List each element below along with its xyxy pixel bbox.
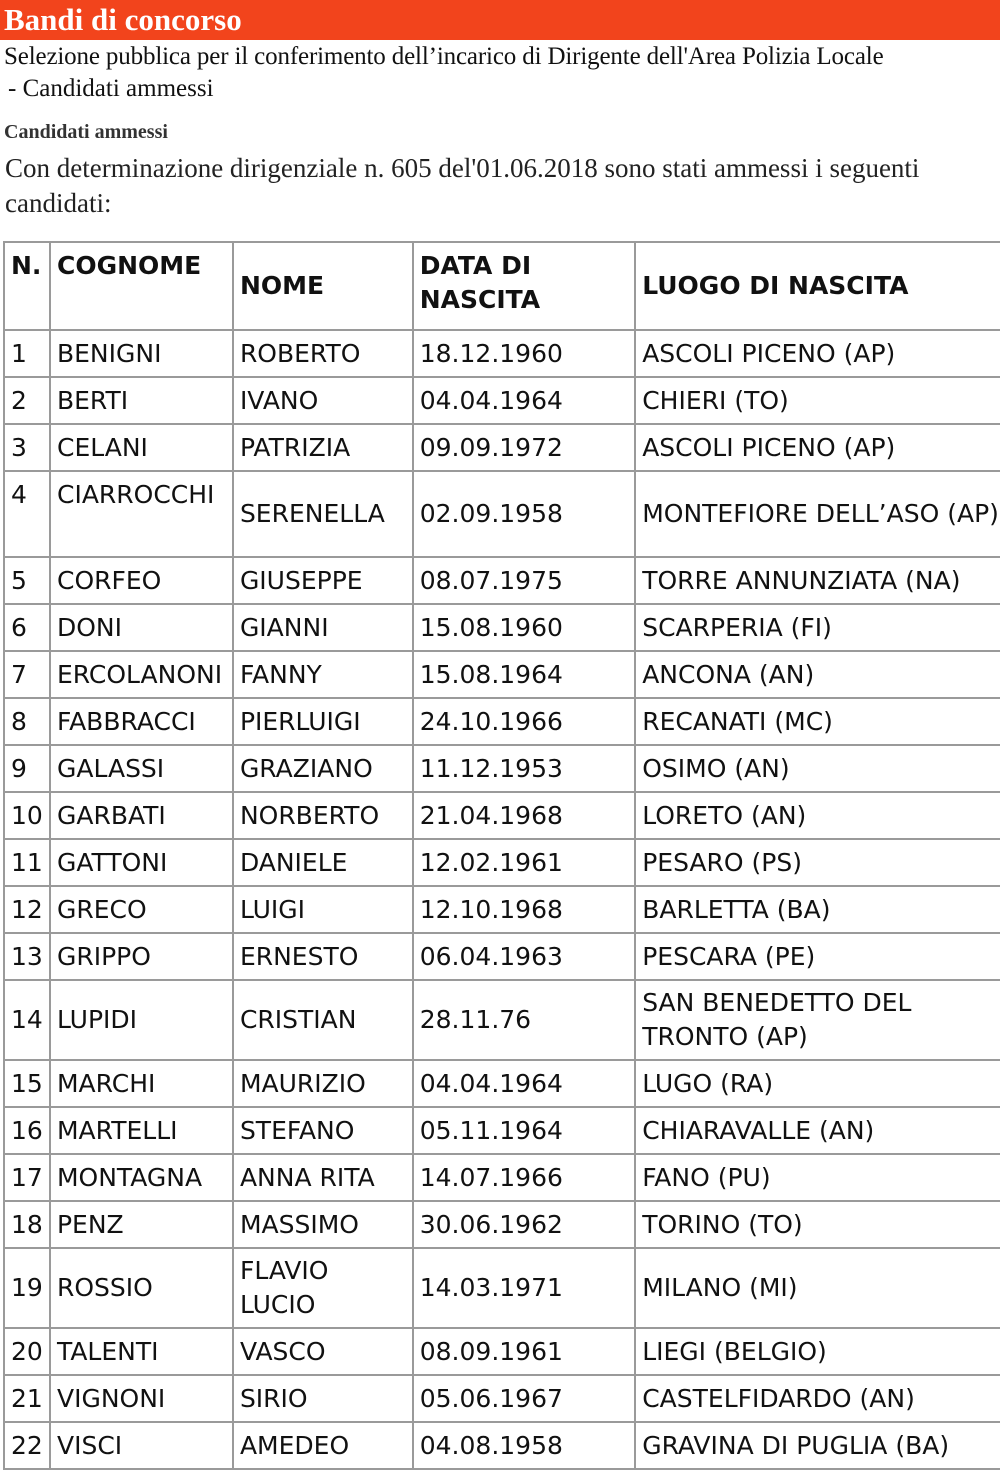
first-name-cell: PATRIZIA xyxy=(233,424,413,471)
row-number: 11 xyxy=(4,839,50,886)
birth-place-cell: BARLETTA (BA) xyxy=(635,886,1000,933)
birth-place-cell: SAN BENEDETTO DEL TRONTO (AP) xyxy=(635,980,1000,1060)
row-number: 10 xyxy=(4,792,50,839)
table-row xyxy=(4,980,1000,1060)
table-row xyxy=(4,933,1000,980)
table-row xyxy=(4,886,1000,933)
first-name-cell: CRISTIAN xyxy=(233,980,413,1060)
birth-place-cell: CHIERI (TO) xyxy=(635,377,1000,424)
birth-place-cell: CASTELFIDARDO (AN) xyxy=(635,1375,1000,1422)
surname-cell: MARTELLI xyxy=(50,1107,233,1154)
row-number: 18 xyxy=(4,1201,50,1248)
birth-place-cell: PESCARA (PE) xyxy=(635,933,1000,980)
birth-place-cell: TORINO (TO) xyxy=(635,1201,1000,1248)
header-birth-place: LUOGO DI NASCITA xyxy=(635,242,1000,330)
birth-date-cell: 18.12.1960 xyxy=(413,330,635,377)
header-number: N. xyxy=(4,242,50,330)
table-row xyxy=(4,698,1000,745)
surname-cell: BERTI xyxy=(50,377,233,424)
surname-cell: BENIGNI xyxy=(50,330,233,377)
row-number: 21 xyxy=(4,1375,50,1422)
first-name-cell: FANNY xyxy=(233,651,413,698)
first-name-cell: GRAZIANO xyxy=(233,745,413,792)
surname-cell: TALENTI xyxy=(50,1328,233,1375)
first-name-cell: MAURIZIO xyxy=(233,1060,413,1107)
announcement-title[interactable] xyxy=(0,41,1000,105)
birth-place-cell: PESARO (PS) xyxy=(635,839,1000,886)
row-number: 7 xyxy=(4,651,50,698)
birth-place-cell: ASCOLI PICENO (AP) xyxy=(635,424,1000,471)
table-row xyxy=(4,1328,1000,1375)
surname-cell: CIARROCCHI xyxy=(50,471,233,557)
birth-place-cell: MILANO (MI) xyxy=(635,1248,1000,1328)
surname-cell: VISCI xyxy=(50,1422,233,1469)
surname-cell: GALASSI xyxy=(50,745,233,792)
birth-date-cell: 08.07.1975 xyxy=(413,557,635,604)
birth-date-cell: 05.06.1967 xyxy=(413,1375,635,1422)
intro-paragraph: Con determinazione dirigenziale n. 605 del'01.06.2018 sono stati ammessi i seguenti candidati: xyxy=(5,153,920,218)
row-number: 3 xyxy=(4,424,50,471)
first-name-cell: DANIELE xyxy=(233,839,413,886)
birth-place-cell: SCARPERIA (FI) xyxy=(635,604,1000,651)
first-name-cell: SIRIO xyxy=(233,1375,413,1422)
birth-place-cell: LORETO (AN) xyxy=(635,792,1000,839)
row-number: 12 xyxy=(4,886,50,933)
table-row xyxy=(4,557,1000,604)
row-number: 9 xyxy=(4,745,50,792)
surname-cell: PENZ xyxy=(50,1201,233,1248)
birth-date-cell: 06.04.1963 xyxy=(413,933,635,980)
table-row xyxy=(4,1201,1000,1248)
row-number: 2 xyxy=(4,377,50,424)
first-name-cell: NORBERTO xyxy=(233,792,413,839)
surname-cell: LUPIDI xyxy=(50,980,233,1060)
table-row xyxy=(4,424,1000,471)
first-name-cell: LUIGI xyxy=(233,886,413,933)
header-birth-date xyxy=(413,242,635,330)
table-row xyxy=(4,1060,1000,1107)
table-row xyxy=(4,377,1000,424)
birth-place-cell: ASCOLI PICENO (AP) xyxy=(635,330,1000,377)
birth-date-cell: 14.03.1971 xyxy=(413,1248,635,1328)
first-name-cell: ERNESTO xyxy=(233,933,413,980)
table-row xyxy=(4,1107,1000,1154)
header-birth-date-label: DATA DI NASCITA xyxy=(419,251,541,314)
birth-date-cell: 12.10.1968 xyxy=(413,886,635,933)
row-number: 8 xyxy=(4,698,50,745)
birth-date-cell: 11.12.1953 xyxy=(413,745,635,792)
birth-date-cell: 12.02.1961 xyxy=(413,839,635,886)
birth-date-cell: 14.07.1966 xyxy=(413,1154,635,1201)
table-row xyxy=(4,1422,1000,1469)
surname-cell: MARCHI xyxy=(50,1060,233,1107)
surname-cell: ROSSIO xyxy=(50,1248,233,1328)
first-name-cell: ANNA RITA xyxy=(233,1154,413,1201)
birth-date-cell: 09.09.1972 xyxy=(413,424,635,471)
row-number: 6 xyxy=(4,604,50,651)
surname-cell: MONTAGNA xyxy=(50,1154,233,1201)
section-banner xyxy=(0,0,1000,40)
birth-place-cell: FANO (PU) xyxy=(635,1154,1000,1201)
birth-date-cell: 24.10.1966 xyxy=(413,698,635,745)
birth-date-cell: 08.09.1961 xyxy=(413,1328,635,1375)
row-number: 4 xyxy=(4,471,50,557)
birth-date-cell: 05.11.1964 xyxy=(413,1107,635,1154)
birth-place-cell: TORRE ANNUNZIATA (NA) xyxy=(635,557,1000,604)
birth-date-cell: 21.04.1968 xyxy=(413,792,635,839)
birth-place-cell: ANCONA (AN) xyxy=(635,651,1000,698)
row-number: 22 xyxy=(4,1422,50,1469)
table-row xyxy=(4,1375,1000,1422)
surname-cell: GATTONI xyxy=(50,839,233,886)
table-row xyxy=(4,330,1000,377)
row-number: 14 xyxy=(4,980,50,1060)
surname-cell: VIGNONI xyxy=(50,1375,233,1422)
row-number: 13 xyxy=(4,933,50,980)
surname-cell: CORFEO xyxy=(50,557,233,604)
birth-place-cell: GRAVINA DI PUGLIA (BA) xyxy=(635,1422,1000,1469)
birth-date-cell: 15.08.1960 xyxy=(413,604,635,651)
row-number: 17 xyxy=(4,1154,50,1201)
birth-date-cell: 15.08.1964 xyxy=(413,651,635,698)
table-row xyxy=(4,604,1000,651)
row-number: 20 xyxy=(4,1328,50,1375)
announcement-title-line2[interactable]: - Candidati ammessi xyxy=(8,75,214,102)
section-heading: Candidati ammessi xyxy=(4,121,168,143)
table-row xyxy=(4,1248,1000,1328)
first-name-cell: VASCO xyxy=(233,1328,413,1375)
table-row xyxy=(4,792,1000,839)
table-body xyxy=(4,330,1000,1469)
surname-cell: GRIPPO xyxy=(50,933,233,980)
surname-cell: ERCOLANONI xyxy=(50,651,233,698)
table-header-row xyxy=(4,242,1000,330)
surname-cell: GRECO xyxy=(50,886,233,933)
row-number: 1 xyxy=(4,330,50,377)
birth-date-cell: 04.08.1958 xyxy=(413,1422,635,1469)
first-name-cell: ROBERTO xyxy=(233,330,413,377)
first-name-cell: GIANNI xyxy=(233,604,413,651)
row-number: 19 xyxy=(4,1248,50,1328)
birth-date-cell: 28.11.76 xyxy=(413,980,635,1060)
birth-date-cell: 04.04.1964 xyxy=(413,1060,635,1107)
row-number: 5 xyxy=(4,557,50,604)
birth-place-cell: OSIMO (AN) xyxy=(635,745,1000,792)
table-row xyxy=(4,651,1000,698)
birth-date-cell: 04.04.1964 xyxy=(413,377,635,424)
birth-place-cell: MONTEFIORE DELL’ASO (AP) xyxy=(635,471,1000,557)
first-name-cell: STEFANO xyxy=(233,1107,413,1154)
birth-place-cell: LUGO (RA) xyxy=(635,1060,1000,1107)
surname-cell: DONI xyxy=(50,604,233,651)
banner-title: Bandi di concorso xyxy=(4,2,242,37)
table-row xyxy=(4,471,1000,557)
birth-date-cell: 02.09.1958 xyxy=(413,471,635,557)
first-name-cell: MASSIMO xyxy=(233,1201,413,1248)
table-row xyxy=(4,745,1000,792)
birth-place-cell: CHIARAVALLE (AN) xyxy=(635,1107,1000,1154)
header-name: NOME xyxy=(233,242,413,330)
first-name-cell: SERENELLA xyxy=(233,471,413,557)
birth-place-cell: LIEGI (BELGIO) xyxy=(635,1328,1000,1375)
first-name-cell: GIUSEPPE xyxy=(233,557,413,604)
table-row xyxy=(4,1154,1000,1201)
surname-cell: GARBATI xyxy=(50,792,233,839)
row-number: 15 xyxy=(4,1060,50,1107)
first-name-cell: PIERLUIGI xyxy=(233,698,413,745)
row-number: 16 xyxy=(4,1107,50,1154)
surname-cell: FABBRACCI xyxy=(50,698,233,745)
first-name-cell: AMEDEO xyxy=(233,1422,413,1469)
birth-place-cell: RECANATI (MC) xyxy=(635,698,1000,745)
header-surname: COGNOME xyxy=(50,242,233,330)
first-name-cell: FLAVIO LUCIO xyxy=(233,1248,413,1328)
announcement-title-line1[interactable]: Selezione pubblica per il conferimento dell’incarico di Dirigente dell'Area Polizia Locale xyxy=(4,43,884,70)
birth-date-cell: 30.06.1962 xyxy=(413,1201,635,1248)
admitted-candidates-table xyxy=(3,241,1000,1470)
table-row xyxy=(4,839,1000,886)
surname-cell: CELANI xyxy=(50,424,233,471)
first-name-cell: IVANO xyxy=(233,377,413,424)
